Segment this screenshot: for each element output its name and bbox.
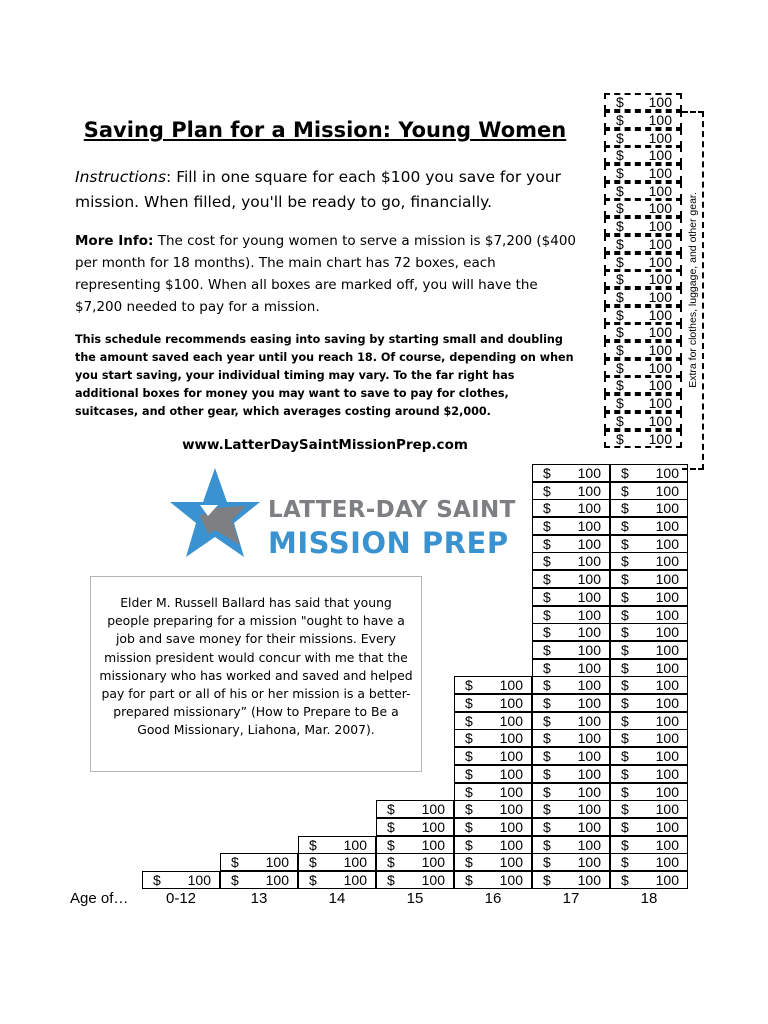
instructions-label: Instructions [75,168,167,186]
box-currency: $ [621,571,629,588]
box-amount: 100 [577,624,601,641]
box-amount: 100 [655,464,679,481]
box-currency: $ [621,677,629,694]
box-currency: $ [465,783,473,800]
savings-box-age-17[interactable] [532,853,610,871]
box-amount: 100 [577,695,601,711]
box-amount: 100 [499,695,523,711]
box-currency: $ [465,765,473,782]
box-amount: 100 [421,801,445,818]
savings-box-age-17[interactable] [532,464,610,482]
box-amount: 100 [655,748,679,765]
box-currency: $ [543,677,551,694]
box-amount: 100 [655,659,679,676]
box-amount: 100 [655,765,679,782]
box-amount: 100 [577,712,601,729]
box-currency: $ [543,571,551,588]
box-amount: 100 [577,588,601,605]
savings-box-age-14[interactable] [298,836,376,854]
box-currency: $ [543,801,551,818]
box-amount: 100 [648,218,672,235]
savings-box-age-17[interactable] [532,818,610,836]
extra-savings-box[interactable] [604,323,682,341]
box-currency: $ [309,854,317,871]
box-currency: $ [616,94,624,111]
savings-box-age-18[interactable] [610,765,688,783]
extra-boxes-label: Extra for clothes, luggage, and other gear. [687,192,699,388]
box-amount: 100 [187,872,211,888]
box-amount: 100 [648,412,672,429]
savings-box-age-16[interactable] [454,747,532,765]
box-amount: 100 [655,588,679,605]
savings-box-age-17[interactable] [532,570,610,588]
box-amount: 100 [421,872,445,888]
box-amount: 100 [648,253,672,270]
box-currency: $ [465,730,473,747]
box-amount: 100 [577,748,601,765]
box-currency: $ [616,271,624,288]
savings-box-age-17[interactable] [532,623,610,641]
age-tick-label: 16 [484,890,502,907]
box-amount: 100 [648,111,672,128]
savings-box-age-17[interactable] [532,588,610,606]
savings-box-age-18[interactable] [610,783,688,801]
box-currency: $ [621,854,629,871]
box-amount: 100 [655,571,679,588]
box-currency: $ [387,854,395,871]
box-currency: $ [387,801,395,818]
savings-box-age-18[interactable] [610,853,688,871]
box-currency: $ [616,253,624,270]
box-amount: 100 [265,872,289,888]
box-amount: 100 [343,872,367,888]
box-amount: 100 [499,783,523,800]
savings-box-age-16[interactable] [454,800,532,818]
savings-box-age-18[interactable] [610,552,688,570]
extra-savings-box[interactable] [604,288,682,306]
savings-box-age-18[interactable] [610,818,688,836]
box-amount: 100 [648,94,672,111]
savings-box-age-17[interactable] [532,676,610,694]
box-currency: $ [543,765,551,782]
box-currency: $ [616,129,624,146]
savings-box-age-16[interactable] [454,818,532,836]
savings-box-age-18[interactable] [610,482,688,500]
savings-box-age-17[interactable] [532,729,610,747]
box-amount: 100 [577,765,601,782]
savings-box-age-18[interactable] [610,747,688,765]
extra-savings-box[interactable] [604,164,682,182]
box-currency: $ [465,872,473,888]
website-link[interactable]: www.LatterDaySaintMissionPrep.com [182,437,468,453]
box-currency: $ [621,818,629,835]
box-currency: $ [621,783,629,800]
savings-box-age-15[interactable] [376,871,454,889]
savings-box-age-18[interactable] [610,517,688,535]
box-currency: $ [387,872,395,888]
box-currency: $ [543,535,551,552]
box-amount: 100 [577,872,601,888]
box-currency: $ [387,818,395,835]
savings-box-age-17[interactable] [532,659,610,677]
extra-savings-box[interactable] [604,341,682,359]
savings-box-age-14[interactable] [298,871,376,889]
logo-line1: LATTER-DAY SAINT [268,497,516,523]
box-currency: $ [543,748,551,765]
box-amount: 100 [648,129,672,146]
box-currency: $ [621,748,629,765]
box-amount: 100 [499,712,523,729]
box-amount: 100 [648,430,672,447]
box-currency: $ [543,553,551,570]
box-amount: 100 [648,342,672,358]
savings-box-age-18[interactable] [610,641,688,659]
box-amount: 100 [343,854,367,871]
box-amount: 100 [648,359,672,376]
savings-box-age-14[interactable] [298,853,376,871]
box-currency: $ [616,412,624,429]
box-currency: $ [231,872,239,888]
savings-box-age-17[interactable] [532,482,610,500]
extra-savings-box[interactable] [604,111,682,129]
box-amount: 100 [577,854,601,871]
instructions-text: : Fill in one square for each $100 you save for your mission. When filled, you'll be ready to go, financially. [75,168,562,211]
extra-savings-box[interactable] [604,146,682,164]
box-currency: $ [621,659,629,676]
box-amount: 100 [655,500,679,517]
savings-box-age-0-12[interactable] [142,871,220,889]
box-currency: $ [543,641,551,658]
savings-box-age-16[interactable] [454,694,532,712]
savings-box-age-15[interactable] [376,800,454,818]
box-amount: 100 [648,324,672,341]
box-currency: $ [616,359,624,376]
box-amount: 100 [648,147,672,164]
box-amount: 100 [648,377,672,394]
box-currency: $ [616,377,624,394]
extra-savings-box[interactable] [604,129,682,147]
box-currency: $ [616,182,624,199]
savings-box-age-18[interactable] [610,570,688,588]
box-currency: $ [616,147,624,164]
box-currency: $ [465,818,473,835]
box-currency: $ [153,872,161,888]
box-amount: 100 [499,872,523,888]
box-currency: $ [543,783,551,800]
box-amount: 100 [648,288,672,305]
extra-savings-box[interactable] [604,182,682,200]
box-amount: 100 [655,730,679,747]
box-amount: 100 [577,783,601,800]
age-tick-label: 13 [250,890,268,907]
box-currency: $ [465,677,473,694]
extra-savings-box[interactable] [604,359,682,377]
savings-box-age-17[interactable] [532,747,610,765]
extra-savings-box[interactable] [604,412,682,430]
box-amount: 100 [577,553,601,570]
box-amount: 100 [655,872,679,888]
box-currency: $ [543,872,551,888]
box-amount: 100 [499,748,523,765]
extra-savings-box[interactable] [604,394,682,412]
box-amount: 100 [655,677,679,694]
box-amount: 100 [655,641,679,658]
box-amount: 100 [577,482,601,499]
extra-savings-box[interactable] [604,376,682,394]
schedule-note: This schedule recommends easing into saving by starting small and doubling the amount saved each year until you reach 18. Of course, depending on when you start saving, your individual timing may vary. To the far right has additional boxes for money you may want to save to pay for clothes, suitcases, and other gear, which averages costing around $2,000. [75,333,574,418]
box-amount: 100 [655,535,679,552]
box-amount: 100 [577,641,601,658]
age-tick-label: 0-12 [165,890,197,907]
savings-box-age-18[interactable] [610,588,688,606]
savings-box-age-17[interactable] [532,694,610,712]
box-currency: $ [543,482,551,499]
box-amount: 100 [655,818,679,835]
box-currency: $ [543,588,551,605]
box-currency: $ [621,588,629,605]
box-currency: $ [621,872,629,888]
box-amount: 100 [343,836,367,853]
extra-savings-box[interactable] [604,253,682,271]
box-amount: 100 [655,482,679,499]
box-amount: 100 [577,818,601,835]
savings-box-age-18[interactable] [610,606,688,624]
box-currency: $ [543,624,551,641]
box-currency: $ [543,854,551,871]
box-currency: $ [616,200,624,217]
box-amount: 100 [648,271,672,288]
more-info-text: The cost for young women to serve a mission is $7,200 ($400 per month for 18 months). The main chart has 72 boxes, each representing $100. When all boxes are marked off, you will have the $7,200 needed to pay for a mission. [75,233,577,315]
box-currency: $ [621,606,629,623]
extra-savings-box[interactable] [604,235,682,253]
box-currency: $ [231,854,239,871]
box-amount: 100 [499,677,523,694]
box-currency: $ [616,395,624,412]
box-amount: 100 [577,801,601,818]
box-amount: 100 [499,836,523,853]
box-amount: 100 [577,677,601,694]
savings-box-age-16[interactable] [454,765,532,783]
box-amount: 100 [577,464,601,481]
box-amount: 100 [499,801,523,818]
savings-box-age-18[interactable] [610,464,688,482]
box-amount: 100 [577,606,601,623]
box-amount: 100 [655,836,679,853]
box-currency: $ [621,518,629,534]
box-amount: 100 [499,765,523,782]
savings-box-age-13[interactable] [220,853,298,871]
savings-box-age-18[interactable] [610,871,688,889]
box-currency: $ [621,535,629,552]
box-currency: $ [621,500,629,517]
box-amount: 100 [265,854,289,871]
box-currency: $ [616,165,624,181]
savings-box-age-17[interactable] [532,836,610,854]
box-amount: 100 [648,235,672,252]
box-amount: 100 [655,712,679,729]
savings-box-age-17[interactable] [532,606,610,624]
savings-box-age-18[interactable] [610,623,688,641]
box-currency: $ [543,730,551,747]
savings-box-age-18[interactable] [610,712,688,730]
box-currency: $ [621,801,629,818]
box-amount: 100 [655,518,679,534]
box-amount: 100 [648,182,672,199]
box-currency: $ [616,235,624,252]
savings-box-age-17[interactable] [532,552,610,570]
box-amount: 100 [655,854,679,871]
box-amount: 100 [577,571,601,588]
box-amount: 100 [577,500,601,517]
box-currency: $ [616,218,624,235]
savings-box-age-16[interactable] [454,676,532,694]
savings-box-age-15[interactable] [376,836,454,854]
box-currency: $ [465,712,473,729]
box-currency: $ [543,818,551,835]
box-currency: $ [543,464,551,481]
savings-box-age-16[interactable] [454,853,532,871]
box-amount: 100 [648,200,672,217]
box-currency: $ [465,836,473,853]
savings-box-age-13[interactable] [220,871,298,889]
box-amount: 100 [421,854,445,871]
box-amount: 100 [421,836,445,853]
more-info-label: More Info: [75,233,154,249]
box-currency: $ [465,748,473,765]
box-currency: $ [621,765,629,782]
box-currency: $ [621,482,629,499]
savings-box-age-15[interactable] [376,853,454,871]
box-currency: $ [621,730,629,747]
box-currency: $ [621,464,629,481]
savings-box-age-17[interactable] [532,517,610,535]
box-currency: $ [621,641,629,658]
box-currency: $ [543,659,551,676]
box-currency: $ [621,695,629,711]
savings-box-age-17[interactable] [532,641,610,659]
box-currency: $ [621,712,629,729]
box-currency: $ [616,324,624,341]
savings-box-age-18[interactable] [610,659,688,677]
box-amount: 100 [655,695,679,711]
box-currency: $ [616,342,624,358]
page-title: Saving Plan for a Mission: Young Women [83,118,567,142]
box-amount: 100 [648,165,672,181]
box-currency: $ [309,872,317,888]
age-tick-label: 14 [328,890,346,907]
more-info [75,230,585,318]
savings-box-age-17[interactable] [532,712,610,730]
box-currency: $ [621,836,629,853]
age-tick-label: 15 [406,890,424,907]
ballard-quote: Elder M. Russell Ballard has said that young people preparing for a mission "ought to have a job and save money for their missions. Every mission president would concur with me that the missionary who has worked and saved and helped pay for part or all of his or her mission is a better-prepared missionary” (How to Prepare to Be a Good Missionary, Liahona, Mar. 2007). [90,576,422,772]
savings-box-age-18[interactable] [610,836,688,854]
extra-savings-box[interactable] [604,217,682,235]
box-amount: 100 [655,801,679,818]
box-currency: $ [543,836,551,853]
box-amount: 100 [499,730,523,747]
savings-box-age-16[interactable] [454,729,532,747]
savings-box-age-16[interactable] [454,712,532,730]
box-amount: 100 [577,535,601,552]
savings-box-age-16[interactable] [454,836,532,854]
savings-box-age-17[interactable] [532,499,610,517]
box-currency: $ [543,518,551,534]
savings-box-age-16[interactable] [454,783,532,801]
box-currency: $ [621,553,629,570]
box-currency: $ [543,712,551,729]
savings-box-age-18[interactable] [610,535,688,553]
box-amount: 100 [499,854,523,871]
extra-savings-box[interactable] [604,199,682,217]
box-currency: $ [465,801,473,818]
box-amount: 100 [421,818,445,835]
savings-box-age-15[interactable] [376,818,454,836]
box-currency: $ [465,854,473,871]
box-amount: 100 [655,783,679,800]
logo-line2: MISSION PREP [268,526,509,560]
extra-savings-box[interactable] [604,93,682,111]
box-currency: $ [309,836,317,853]
box-amount: 100 [577,730,601,747]
box-currency: $ [465,695,473,711]
age-axis-label: Age of… [70,890,129,907]
age-tick-label: 17 [562,890,580,907]
savings-box-age-17[interactable] [532,783,610,801]
box-currency: $ [543,606,551,623]
box-currency: $ [616,288,624,305]
box-amount: 100 [655,553,679,570]
box-amount: 100 [655,606,679,623]
box-amount: 100 [648,306,672,323]
box-amount: 100 [499,818,523,835]
box-amount: 100 [577,836,601,853]
box-currency: $ [387,836,395,853]
age-tick-label: 18 [640,890,658,907]
savings-box-age-17[interactable] [532,800,610,818]
savings-box-age-18[interactable] [610,694,688,712]
box-amount: 100 [577,518,601,534]
savings-box-age-16[interactable] [454,871,532,889]
savings-box-age-17[interactable] [532,535,610,553]
savings-box-age-18[interactable] [610,800,688,818]
savings-box-age-18[interactable] [610,729,688,747]
box-amount: 100 [648,395,672,412]
box-amount: 100 [655,624,679,641]
box-currency: $ [543,500,551,517]
box-currency: $ [616,111,624,128]
savings-box-age-18[interactable] [610,676,688,694]
box-currency: $ [543,695,551,711]
extra-savings-box[interactable] [604,270,682,288]
box-currency: $ [621,624,629,641]
box-currency: $ [616,306,624,323]
extra-savings-box[interactable] [604,430,682,448]
box-currency: $ [616,430,624,447]
savings-box-age-18[interactable] [610,499,688,517]
savings-box-age-17[interactable] [532,765,610,783]
box-amount: 100 [577,659,601,676]
extra-savings-box[interactable] [604,306,682,324]
instructions [75,165,585,215]
savings-box-age-17[interactable] [532,871,610,889]
